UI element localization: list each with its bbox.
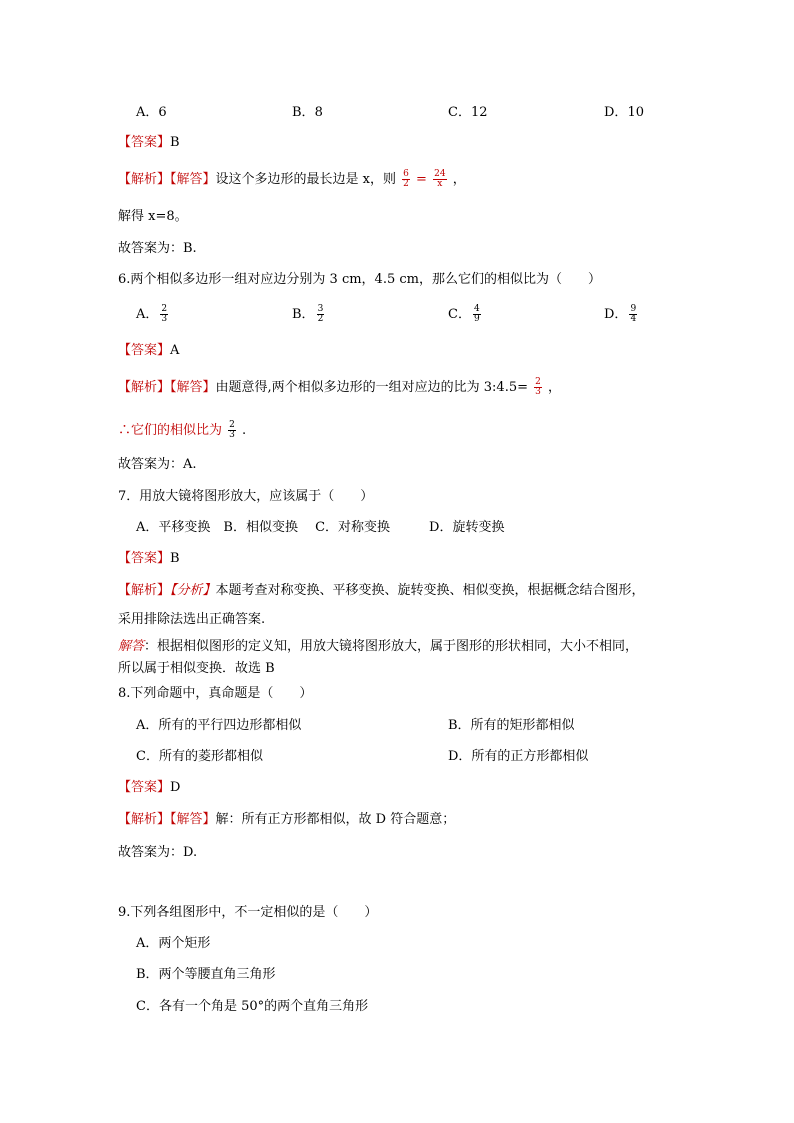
q9-option-b: B．两个等腰直角三角形 xyxy=(136,967,276,982)
q7-options: A．平移变换 B．相似变换 C．对称变换 D．旋转变换 xyxy=(136,520,505,535)
q8-option-d: D．所有的正方形都相似 xyxy=(448,749,589,764)
q7-stem: 7．用放大镜将图形放大，应该属于（ ） xyxy=(118,489,374,504)
q8-analysis: 【解析】【解答】解：所有正方形都相似，故 D 符合题意； xyxy=(118,812,456,827)
q6-fraction-2: $\frac{2}{3}$ xyxy=(229,420,235,440)
q7-solution-line1: 解答：根据相似图形的定义知，用放大镜将图形放大，属于图形的形状相同，大小不相同， xyxy=(118,639,639,654)
q7-analysis-line2: 采用排除法选出正确答案. xyxy=(118,612,266,627)
q5-option-d: D．10 xyxy=(604,105,644,120)
q5-fraction-1: $\frac{6}{2}$ xyxy=(403,169,409,189)
q5-final: 故答案为：B. xyxy=(118,241,197,256)
q6-answer: 【答案】A xyxy=(118,343,180,358)
q6-fraction-1: $\frac{2}{3}$ xyxy=(535,377,541,397)
q5-option-a: A．6 xyxy=(136,105,167,120)
q6-therefore: ∴它们的相似比为 $\frac{2}{3}$ . xyxy=(118,420,247,440)
q7-analysis-line1: 【解析】【分析】本题考查对称变换、平移变换、旋转变换、相似变换，根据概念结合图形， xyxy=(118,583,645,598)
q8-option-a: A．所有的平行四边形都相似 xyxy=(136,718,302,733)
q5-analysis: 【解析】【解答】设这个多边形的最长边是 x，则 $\frac{6}{2}$ = $\frac{24}{x}$ ， xyxy=(118,169,466,189)
q6-final: 故答案为：A. xyxy=(118,457,197,472)
q9-option-c: C．各有一个角是 50°的两个直角三角形 xyxy=(136,999,369,1014)
q5-option-b: B．8 xyxy=(292,105,323,120)
q8-option-b: B．所有的矩形都相似 xyxy=(448,718,575,733)
q5-option-c: C．12 xyxy=(448,105,488,120)
q5-answer: 【答案】B xyxy=(118,135,180,150)
q6-analysis: 【解析】【解答】由题意得,两个相似多边形的一组对应边的比为 3:4.5= $\frac{2}{3}$ ， xyxy=(118,377,562,397)
q9-stem: 9.下列各组图形中，不一定相似的是（ ） xyxy=(118,905,378,920)
q8-final: 故答案为：D. xyxy=(118,845,198,860)
q5-solve: 解得 x=8。 xyxy=(118,209,188,224)
q8-stem: 8.下列命题中，真命题是（ ） xyxy=(118,686,313,701)
q9-option-a: A．两个矩形 xyxy=(136,936,211,951)
q7-solution-line2: 所以属于相似变换．故选 B xyxy=(118,661,275,676)
q7-answer: 【答案】B xyxy=(118,551,180,566)
q6-option-b: B． $\frac{3}{2}$ xyxy=(292,304,324,324)
q6-option-a: A． $\frac{2}{3}$ xyxy=(136,304,168,324)
q8-answer: 【答案】D xyxy=(118,780,181,795)
q8-option-c: C．所有的菱形都相似 xyxy=(136,749,263,764)
q6-stem: 6.两个相似多边形一组对应边分别为 3 cm，4.5 cm，那么它们的相似比为（ ） xyxy=(118,272,601,287)
q6-option-d: D． $\frac{9}{4}$ xyxy=(604,304,637,324)
q5-fraction-2: $\frac{24}{x}$ xyxy=(434,169,446,189)
q6-option-c: C． $\frac{4}{9}$ xyxy=(448,304,480,324)
